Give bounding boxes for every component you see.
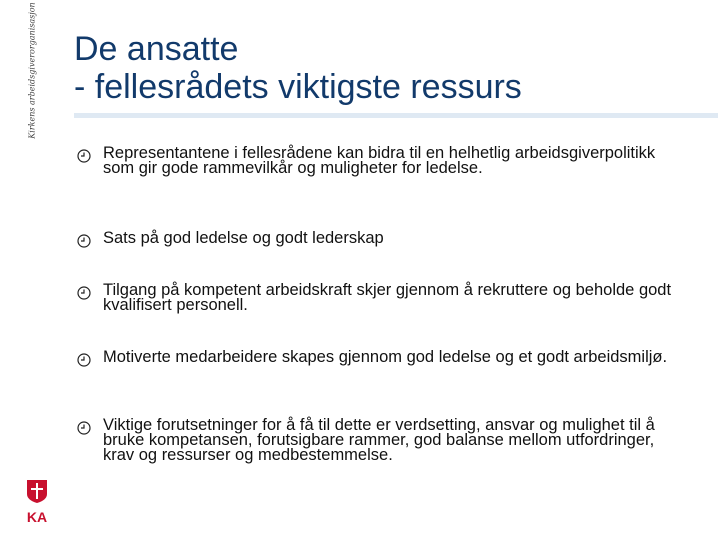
title-line-2: - fellesrådets viktigste ressurs	[74, 68, 522, 106]
bullet-text: Representantene i fellesrådene kan bidra til en helhetlig arbeidsgiverpolitikk som gir gode rammevilkår og muligheter for ledelse.	[103, 144, 656, 177]
logo-text: KA	[26, 509, 48, 525]
sidebar-vertical-label: Kirkens arbeidsgiverorganisasjon	[27, 1, 37, 139]
title-line-1: De ansatte	[74, 30, 239, 68]
clock-bullet-icon	[76, 148, 92, 164]
clock-bullet-icon	[76, 233, 92, 249]
ka-logo	[24, 478, 50, 526]
sidebar-vertical-text	[18, 1, 46, 139]
clock-bullet-icon	[76, 420, 92, 436]
bullet-text: Motiverte medarbeidere skapes gjennom god ledelse og et godt arbeidsmiljø.	[103, 348, 668, 366]
clock-bullet-icon	[76, 285, 92, 301]
title-underline	[74, 113, 718, 118]
bullet-text: Viktige forutsetninger for å få til dette er verdsetting, ansvar og mulighet til å bruke kompetansen, forutsigbare rammer, god balanse mellom utfordringer, krav og ressurser og medbestemmelse.	[103, 416, 655, 464]
page-title	[74, 30, 694, 106]
clock-bullet-icon	[76, 352, 92, 368]
bullet-text: Tilgang på kompetent arbeidskraft skjer gjennom å rekruttere og beholde godt kvalifisert personell.	[103, 281, 672, 314]
bullet-text: Sats på god ledelse og godt lederskap	[103, 229, 384, 247]
